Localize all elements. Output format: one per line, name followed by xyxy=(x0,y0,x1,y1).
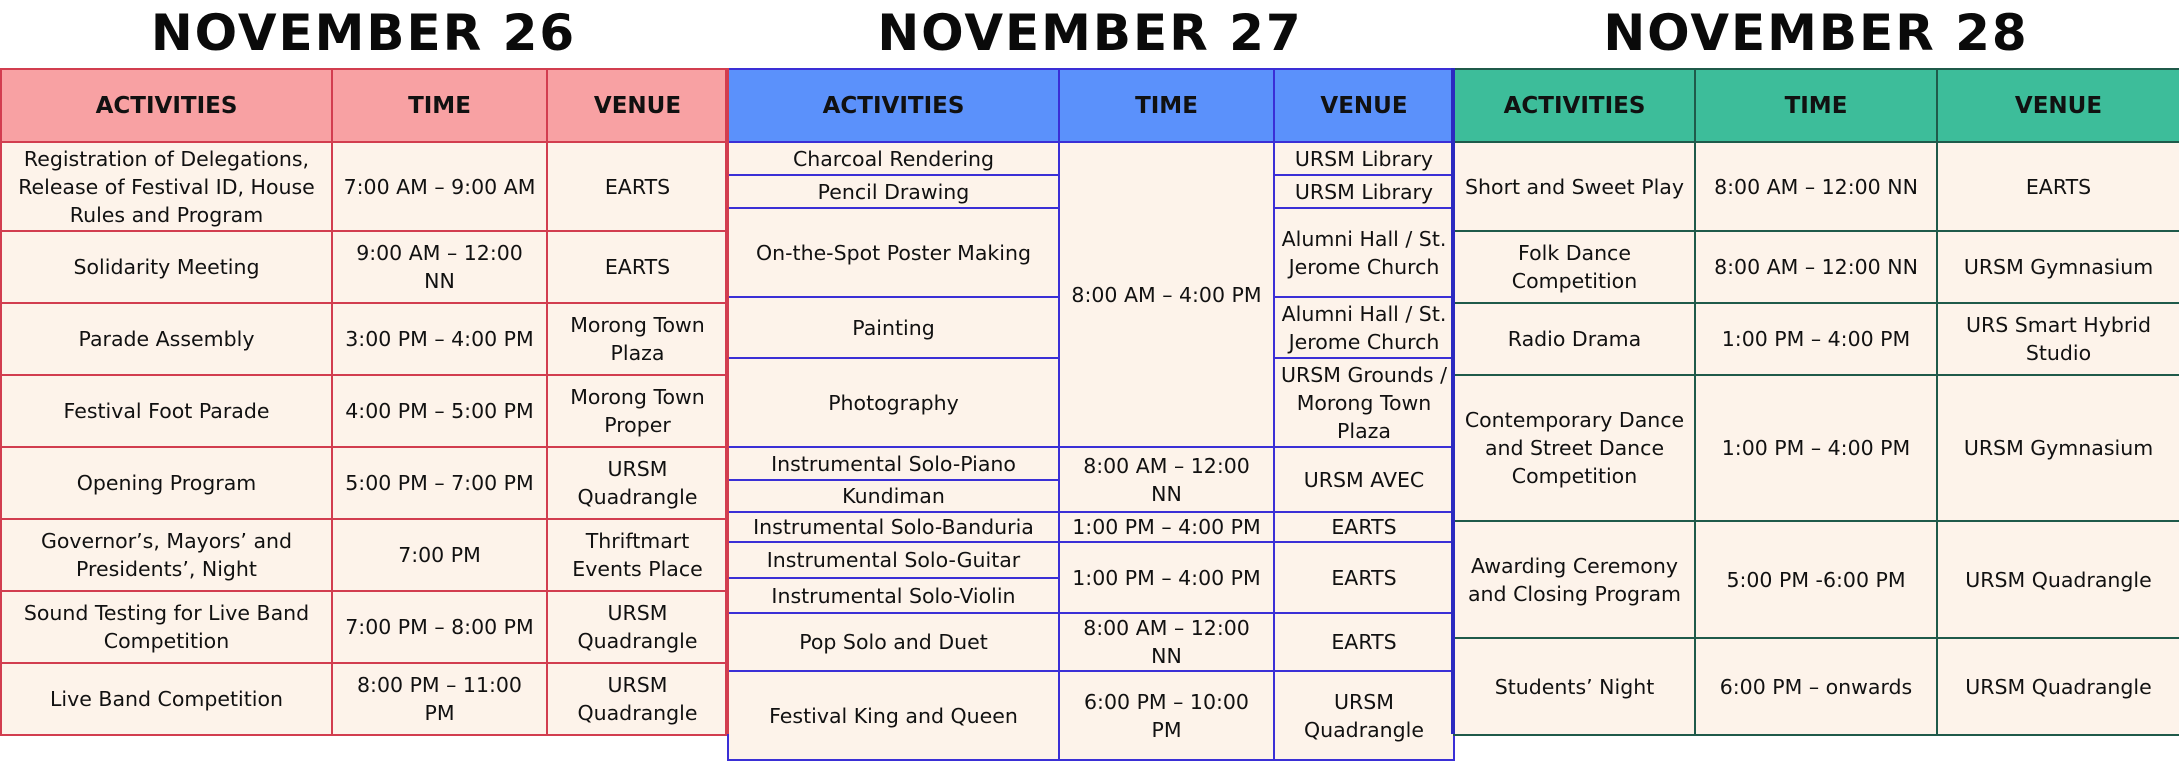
venue-cell: URSM Library xyxy=(1274,142,1454,175)
activity-cell: Instrumental Solo-Guitar xyxy=(728,542,1059,578)
activity-cell: Instrumental Solo-Banduria xyxy=(728,512,1059,542)
venue-cell: URSM Quadrangle xyxy=(547,447,728,519)
table-row xyxy=(728,613,1454,671)
activity-cell: Pop Solo and Duet xyxy=(728,613,1059,671)
time-cell: 1:00 PM – 4:00 PM xyxy=(1695,303,1937,375)
venue-cell: URS Smart Hybrid Studio xyxy=(1937,303,2179,375)
header-time: TIME xyxy=(1059,69,1274,142)
table-row xyxy=(1,375,728,447)
time-cell: 8:00 AM – 4:00 PM xyxy=(1059,142,1274,447)
activity-cell: Opening Program xyxy=(1,447,332,519)
activity-cell: Governor’s, Mayors’ and Presidents’, Night xyxy=(1,519,332,591)
table-row xyxy=(1454,231,2179,303)
table-row xyxy=(1,231,728,303)
table-header-row xyxy=(1,69,728,142)
activity-cell: Festival King and Queen xyxy=(728,671,1059,760)
table-row xyxy=(1,519,728,591)
venue-cell: Morong Town Proper xyxy=(547,375,728,447)
activity-cell: Painting xyxy=(728,297,1059,358)
activity-cell: Awarding Ceremony and Closing Program xyxy=(1454,521,1695,638)
table-header-row xyxy=(728,69,1454,142)
header-venue: VENUE xyxy=(547,69,728,142)
venue-cell: EARTS xyxy=(1937,142,2179,231)
time-cell: 6:00 PM – onwards xyxy=(1695,638,1937,735)
venue-cell: Thriftmart Events Place xyxy=(547,519,728,591)
venue-cell: EARTS xyxy=(1274,512,1454,542)
schedule-table-nov-28 xyxy=(1453,68,2179,736)
table-row xyxy=(1,447,728,519)
activity-cell: Instrumental Solo-Piano xyxy=(728,447,1059,480)
header-venue: VENUE xyxy=(1274,69,1454,142)
venue-cell: URSM Gymnasium xyxy=(1937,375,2179,521)
activity-cell: Instrumental Solo-Violin xyxy=(728,578,1059,613)
time-cell: 9:00 AM – 12:00 NN xyxy=(332,231,547,303)
schedule-table-nov-27 xyxy=(727,68,1455,761)
activity-cell: Live Band Competition xyxy=(1,663,332,735)
time-cell: 4:00 PM – 5:00 PM xyxy=(332,375,547,447)
venue-cell: EARTS xyxy=(547,231,728,303)
activity-cell: On-the-Spot Poster Making xyxy=(728,208,1059,297)
venue-cell: URSM Quadrangle xyxy=(547,663,728,735)
venue-cell: URSM Grounds / Morong Town Plaza xyxy=(1274,358,1454,447)
venue-cell: EARTS xyxy=(547,142,728,231)
activity-cell: Pencil Drawing xyxy=(728,175,1059,208)
time-cell: 5:00 PM -6:00 PM xyxy=(1695,521,1937,638)
table-row xyxy=(1,663,728,735)
time-cell: 8:00 AM – 12:00 NN xyxy=(1695,142,1937,231)
venue-cell: Alumni Hall / St. Jerome Church xyxy=(1274,208,1454,297)
schedule-table-nov-26 xyxy=(0,68,729,736)
table-row xyxy=(1454,303,2179,375)
activity-cell: Registration of Delegations, Release of Festival ID, House Rules and Program xyxy=(1,142,332,231)
venue-cell: URSM Quadrangle xyxy=(1274,671,1454,760)
table-row xyxy=(1454,142,2179,231)
header-time: TIME xyxy=(332,69,547,142)
table-row xyxy=(728,671,1454,760)
day-title-nov-28: NOVEMBER 28 xyxy=(1603,4,2029,62)
table-row xyxy=(1,142,728,231)
table-row xyxy=(1454,638,2179,735)
venue-cell: URSM Quadrangle xyxy=(547,591,728,663)
venue-cell: Morong Town Plaza xyxy=(547,303,728,375)
table-row xyxy=(1,591,728,663)
time-cell: 3:00 PM – 4:00 PM xyxy=(332,303,547,375)
table-row xyxy=(728,542,1454,578)
time-cell: 5:00 PM – 7:00 PM xyxy=(332,447,547,519)
time-cell: 7:00 AM – 9:00 AM xyxy=(332,142,547,231)
header-activities: ACTIVITIES xyxy=(1454,69,1695,142)
venue-cell: Alumni Hall / St. Jerome Church xyxy=(1274,297,1454,358)
table-row xyxy=(728,447,1454,480)
venue-cell: URSM AVEC xyxy=(1274,447,1454,512)
activity-cell: Kundiman xyxy=(728,480,1059,512)
venue-cell: URSM Quadrangle xyxy=(1937,638,2179,735)
activity-cell: Festival Foot Parade xyxy=(1,375,332,447)
activity-cell: Students’ Night xyxy=(1454,638,1695,735)
activity-cell: Folk Dance Competition xyxy=(1454,231,1695,303)
header-venue: VENUE xyxy=(1937,69,2179,142)
table-divider xyxy=(725,68,729,734)
day-title-nov-26: NOVEMBER 26 xyxy=(150,4,577,62)
time-cell: 1:00 PM – 4:00 PM xyxy=(1059,512,1274,542)
venue-cell: EARTS xyxy=(1274,542,1454,613)
time-cell: 7:00 PM xyxy=(332,519,547,591)
activity-cell: Radio Drama xyxy=(1454,303,1695,375)
activity-cell: Solidarity Meeting xyxy=(1,231,332,303)
time-cell: 1:00 PM – 4:00 PM xyxy=(1695,375,1937,521)
activity-cell: Sound Testing for Live Band Competition xyxy=(1,591,332,663)
time-cell: 6:00 PM – 10:00 PM xyxy=(1059,671,1274,760)
activity-cell: Parade Assembly xyxy=(1,303,332,375)
venue-cell: EARTS xyxy=(1274,613,1454,671)
time-cell: 8:00 AM – 12:00 NN xyxy=(1695,231,1937,303)
time-cell: 8:00 PM – 11:00 PM xyxy=(332,663,547,735)
table-row xyxy=(728,142,1454,175)
table-divider xyxy=(1451,68,1455,734)
activity-cell: Contemporary Dance and Street Dance Competition xyxy=(1454,375,1695,521)
day-title-nov-27: NOVEMBER 27 xyxy=(877,4,1303,62)
table-row xyxy=(1454,375,2179,521)
table-row xyxy=(728,512,1454,542)
activity-cell: Short and Sweet Play xyxy=(1454,142,1695,231)
table-row xyxy=(1,303,728,375)
header-activities: ACTIVITIES xyxy=(1,69,332,142)
venue-cell: URSM Library xyxy=(1274,175,1454,208)
activity-cell: Photography xyxy=(728,358,1059,447)
time-cell: 8:00 AM – 12:00 NN xyxy=(1059,613,1274,671)
header-activities: ACTIVITIES xyxy=(728,69,1059,142)
venue-cell: URSM Quadrangle xyxy=(1937,521,2179,638)
header-time: TIME xyxy=(1695,69,1937,142)
table-row xyxy=(1454,521,2179,638)
activity-cell: Charcoal Rendering xyxy=(728,142,1059,175)
venue-cell: URSM Gymnasium xyxy=(1937,231,2179,303)
table-header-row xyxy=(1454,69,2179,142)
time-cell: 1:00 PM – 4:00 PM xyxy=(1059,542,1274,613)
time-cell: 8:00 AM – 12:00 NN xyxy=(1059,447,1274,512)
time-cell: 7:00 PM – 8:00 PM xyxy=(332,591,547,663)
